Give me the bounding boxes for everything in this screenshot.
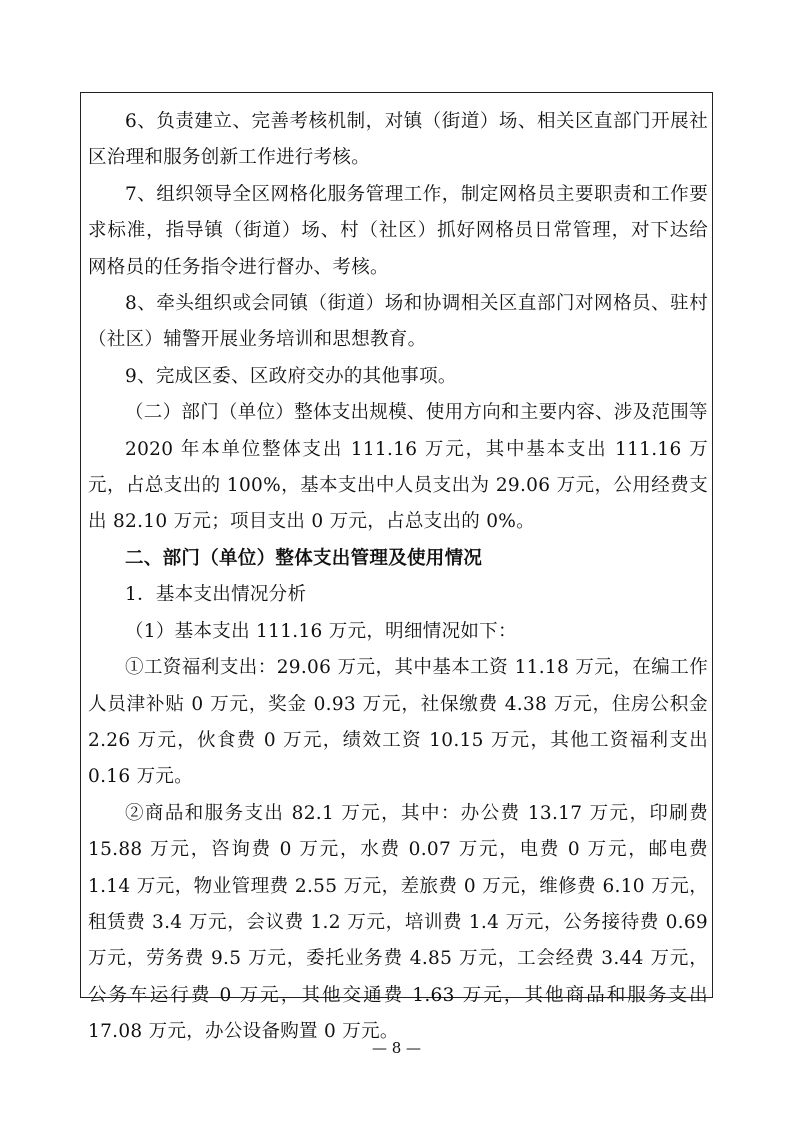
detail-salary-welfare: ①工资福利支出：29.06 万元，其中基本工资 11.18 万元，在编工作人员津补贴 0 万元，奖金 0.93 万元，社保缴费 4.38 万元，住房公积金 2.26 万元，伙食费 0 万元，绩效工资 10.15 万元，其他工资福利支出 0.16 万元。: [88, 657, 708, 788]
paragraph-duty-8: 8、牵头组织或会同镇（街道）场和协调相关区直部门对网格员、驻村（社区）辅警开展业务培训和思想教育。: [88, 293, 708, 351]
detail-intro: （1）基本支出 111.16 万元，明细情况如下：: [125, 620, 517, 642]
paragraph-expenditure-summary: 2020 年本单位整体支出 111.16 万元，其中基本支出 111.16 万元，占总支出的 100%，基本支出中人员支出为 29.06 万元，公用经费支出 82.10 万元；项目支出 0 万元，占总支出的 0%。: [88, 438, 708, 533]
detail-goods-services: ②商品和服务支出 82.1 万元，其中：办公费 13.17 万元，印刷费 15.88 万元，咨询费 0 万元，水费 0.07 万元，电费 0 万元，邮电费 1.14 万元，物业管理费 2.55 万元，差旅费 0 万元，维修费 6.10 万元，租赁费 3.4 万元，会议费 1.2 万元，培训费 1.4 万元，公务接待费 0.69 万元，劳务费 9.5 万元，委托业务费 4.85 万元，工会经费 3.44 万元，公务车运行费 0 万元，其他交通费 1.63 万元，其他商品和服务支出 17.08 万元，办公设备购置 0 万元。: [88, 802, 708, 1043]
document-body: [88, 104, 708, 1051]
paragraph-duty-7: 7、组织领导全区网格化服务管理工作，制定网格员主要职责和工作要求标准，指导镇（街道）场、村（社区）抓好网格员日常管理，对下达给网格员的任务指令进行督办、考核。: [88, 183, 708, 278]
paragraph-duty-9: 9、完成区委、区政府交办的其他事项。: [125, 365, 457, 387]
paragraph-expenditure-scope-heading: （二）部门（单位）整体支出规模、使用方向和主要内容、涉及范围等: [125, 402, 708, 424]
subsection-heading: 1．基本支出情况分析: [125, 584, 307, 606]
section-heading: 二、部门（单位）整体支出管理及使用情况: [125, 547, 483, 569]
paragraph-duty-6: 6、负责建立、完善考核机制，对镇（街道）场、相关区直部门开展社区治理和服务创新工作进行考核。: [88, 111, 708, 169]
page-number: — 8 —: [371, 1039, 422, 1057]
